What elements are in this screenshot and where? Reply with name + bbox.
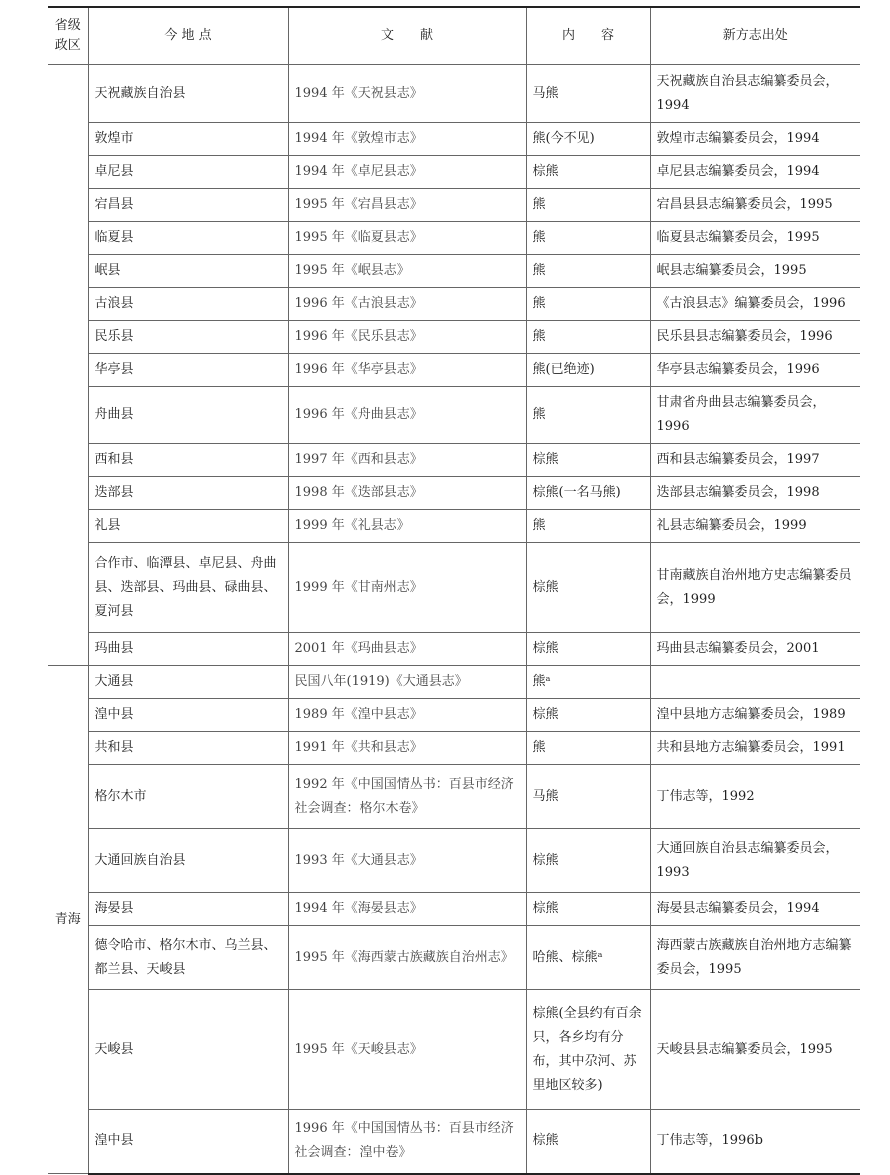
content-cell: 棕熊	[526, 1110, 650, 1174]
content-cell: 棕熊(全县约有百余只，各乡均有分布，其中尕河、苏里地区较多)	[526, 990, 650, 1110]
source-cell	[650, 666, 860, 699]
place-cell: 格尔木市	[88, 765, 288, 829]
place-cell: 玛曲县	[88, 633, 288, 666]
table-row	[48, 387, 860, 444]
place-cell: 敦煌市	[88, 123, 288, 156]
table-row	[48, 444, 860, 477]
place-cell: 德令哈市、格尔木市、乌兰县、都兰县、天峻县	[88, 926, 288, 990]
content-cell: 棕熊	[526, 699, 650, 732]
place-cell: 西和县	[88, 444, 288, 477]
table-row	[48, 189, 860, 222]
document-cell: 1999 年《礼县志》	[288, 510, 526, 543]
header-document: 文 献	[288, 7, 526, 65]
document-cell: 1995 年《天峻县志》	[288, 990, 526, 1110]
source-cell: 甘南藏族自治州地方史志编纂委员会，1999	[650, 543, 860, 633]
content-cell: 熊	[526, 189, 650, 222]
place-cell: 海晏县	[88, 893, 288, 926]
content-cell: 熊	[526, 321, 650, 354]
content-cell: 哈熊、棕熊ᵃ	[526, 926, 650, 990]
content-cell: 棕熊	[526, 543, 650, 633]
place-cell: 宕昌县	[88, 189, 288, 222]
table-row	[48, 255, 860, 288]
source-cell: 华亭县志编纂委员会，1996	[650, 354, 860, 387]
source-cell: 礼县志编纂委员会，1999	[650, 510, 860, 543]
header-place: 今 地 点	[88, 7, 288, 65]
document-cell: 民国八年(1919)《大通县志》	[288, 666, 526, 699]
header-content: 内 容	[526, 7, 650, 65]
source-cell: 丁伟志等，1992	[650, 765, 860, 829]
source-cell: 迭部县志编纂委员会，1998	[650, 477, 860, 510]
content-cell: 熊	[526, 255, 650, 288]
document-cell: 1997 年《西和县志》	[288, 444, 526, 477]
place-cell: 临夏县	[88, 222, 288, 255]
table-row	[48, 543, 860, 633]
document-cell: 1995 年《岷县志》	[288, 255, 526, 288]
table-row	[48, 477, 860, 510]
table-row	[48, 765, 860, 829]
table-row	[48, 354, 860, 387]
source-cell: 临夏县志编纂委员会，1995	[650, 222, 860, 255]
table-row	[48, 893, 860, 926]
table-row	[48, 65, 860, 123]
table-row	[48, 222, 860, 255]
source-cell: 《古浪县志》编纂委员会，1996	[650, 288, 860, 321]
table-row	[48, 926, 860, 990]
content-cell: 熊(今不见)	[526, 123, 650, 156]
source-cell: 甘肃省舟曲县志编纂委员会，1996	[650, 387, 860, 444]
document-cell: 1995 年《临夏县志》	[288, 222, 526, 255]
document-cell: 1996 年《华亭县志》	[288, 354, 526, 387]
place-cell: 湟中县	[88, 699, 288, 732]
source-cell: 丁伟志等，1996b	[650, 1110, 860, 1174]
document-cell: 1992 年《中国国情丛书：百县市经济社会调查：格尔木卷》	[288, 765, 526, 829]
place-cell: 礼县	[88, 510, 288, 543]
table-row	[48, 156, 860, 189]
place-cell: 古浪县	[88, 288, 288, 321]
document-cell: 1996 年《舟曲县志》	[288, 387, 526, 444]
content-cell: 棕熊	[526, 633, 650, 666]
document-cell: 1989 年《湟中县志》	[288, 699, 526, 732]
content-cell: 熊(已绝迹)	[526, 354, 650, 387]
table-row	[48, 699, 860, 732]
document-cell: 1995 年《海西蒙古族藏族自治州志》	[288, 926, 526, 990]
place-cell: 民乐县	[88, 321, 288, 354]
header-province: 省级 政区	[48, 7, 88, 65]
province-cell	[48, 65, 88, 666]
document-cell: 1991 年《共和县志》	[288, 732, 526, 765]
document-cell: 1995 年《宕昌县志》	[288, 189, 526, 222]
table-row	[48, 829, 860, 893]
document-cell: 1996 年《中国国情丛书：百县市经济社会调查：湟中卷》	[288, 1110, 526, 1174]
document-cell: 1994 年《天祝县志》	[288, 65, 526, 123]
place-cell: 大通县	[88, 666, 288, 699]
document-cell: 1994 年《卓尼县志》	[288, 156, 526, 189]
place-cell: 合作市、临潭县、卓尼县、舟曲县、迭部县、玛曲县、碌曲县、夏河县	[88, 543, 288, 633]
place-cell: 卓尼县	[88, 156, 288, 189]
table-row	[48, 990, 860, 1110]
header-source: 新方志出处	[650, 7, 860, 65]
content-cell: 棕熊	[526, 444, 650, 477]
place-cell: 舟曲县	[88, 387, 288, 444]
header-row	[48, 7, 860, 65]
source-cell: 西和县志编纂委员会，1997	[650, 444, 860, 477]
place-cell: 天峻县	[88, 990, 288, 1110]
source-cell: 玛曲县志编纂委员会，2001	[650, 633, 860, 666]
place-cell: 华亭县	[88, 354, 288, 387]
content-cell: 棕熊(一名马熊)	[526, 477, 650, 510]
source-cell: 民乐县县志编纂委员会，1996	[650, 321, 860, 354]
content-cell: 熊	[526, 510, 650, 543]
source-cell: 天祝藏族自治县志编纂委员会，1994	[650, 65, 860, 123]
document-cell: 1994 年《敦煌市志》	[288, 123, 526, 156]
content-cell: 棕熊	[526, 829, 650, 893]
source-cell: 海西蒙古族藏族自治州地方志编纂委员会，1995	[650, 926, 860, 990]
content-cell: 熊ᵃ	[526, 666, 650, 699]
content-cell: 熊	[526, 288, 650, 321]
content-cell: 马熊	[526, 765, 650, 829]
records-table	[48, 6, 860, 1175]
table-row	[48, 123, 860, 156]
document-cell: 1998 年《迭部县志》	[288, 477, 526, 510]
place-cell: 岷县	[88, 255, 288, 288]
content-cell: 熊	[526, 387, 650, 444]
source-cell: 共和县地方志编纂委员会，1991	[650, 732, 860, 765]
document-cell: 2001 年《玛曲县志》	[288, 633, 526, 666]
place-cell: 大通回族自治县	[88, 829, 288, 893]
content-cell: 棕熊	[526, 893, 650, 926]
place-cell: 迭部县	[88, 477, 288, 510]
table-row	[48, 288, 860, 321]
content-cell: 熊	[526, 732, 650, 765]
table-row	[48, 732, 860, 765]
content-cell: 马熊	[526, 65, 650, 123]
table-row	[48, 633, 860, 666]
document-cell: 1993 年《大通县志》	[288, 829, 526, 893]
source-cell: 卓尼县志编纂委员会，1994	[650, 156, 860, 189]
document-cell: 1996 年《民乐县志》	[288, 321, 526, 354]
document-cell: 1994 年《海晏县志》	[288, 893, 526, 926]
source-cell: 敦煌市志编纂委员会，1994	[650, 123, 860, 156]
place-cell: 天祝藏族自治县	[88, 65, 288, 123]
document-cell: 1996 年《古浪县志》	[288, 288, 526, 321]
source-cell: 宕昌县县志编纂委员会，1995	[650, 189, 860, 222]
place-cell: 湟中县	[88, 1110, 288, 1174]
source-cell: 大通回族自治县志编纂委员会，1993	[650, 829, 860, 893]
document-cell: 1999 年《甘南州志》	[288, 543, 526, 633]
records-table-body	[48, 7, 860, 1174]
content-cell: 熊	[526, 222, 650, 255]
table-row	[48, 666, 860, 699]
table-row	[48, 510, 860, 543]
source-cell: 岷县志编纂委员会，1995	[650, 255, 860, 288]
table-row	[48, 1110, 860, 1174]
source-cell: 湟中县地方志编纂委员会，1989	[650, 699, 860, 732]
source-cell: 天峻县县志编纂委员会，1995	[650, 990, 860, 1110]
province-cell: 青海	[48, 666, 88, 1174]
place-cell: 共和县	[88, 732, 288, 765]
table-row	[48, 321, 860, 354]
source-cell: 海晏县志编纂委员会，1994	[650, 893, 860, 926]
content-cell: 棕熊	[526, 156, 650, 189]
